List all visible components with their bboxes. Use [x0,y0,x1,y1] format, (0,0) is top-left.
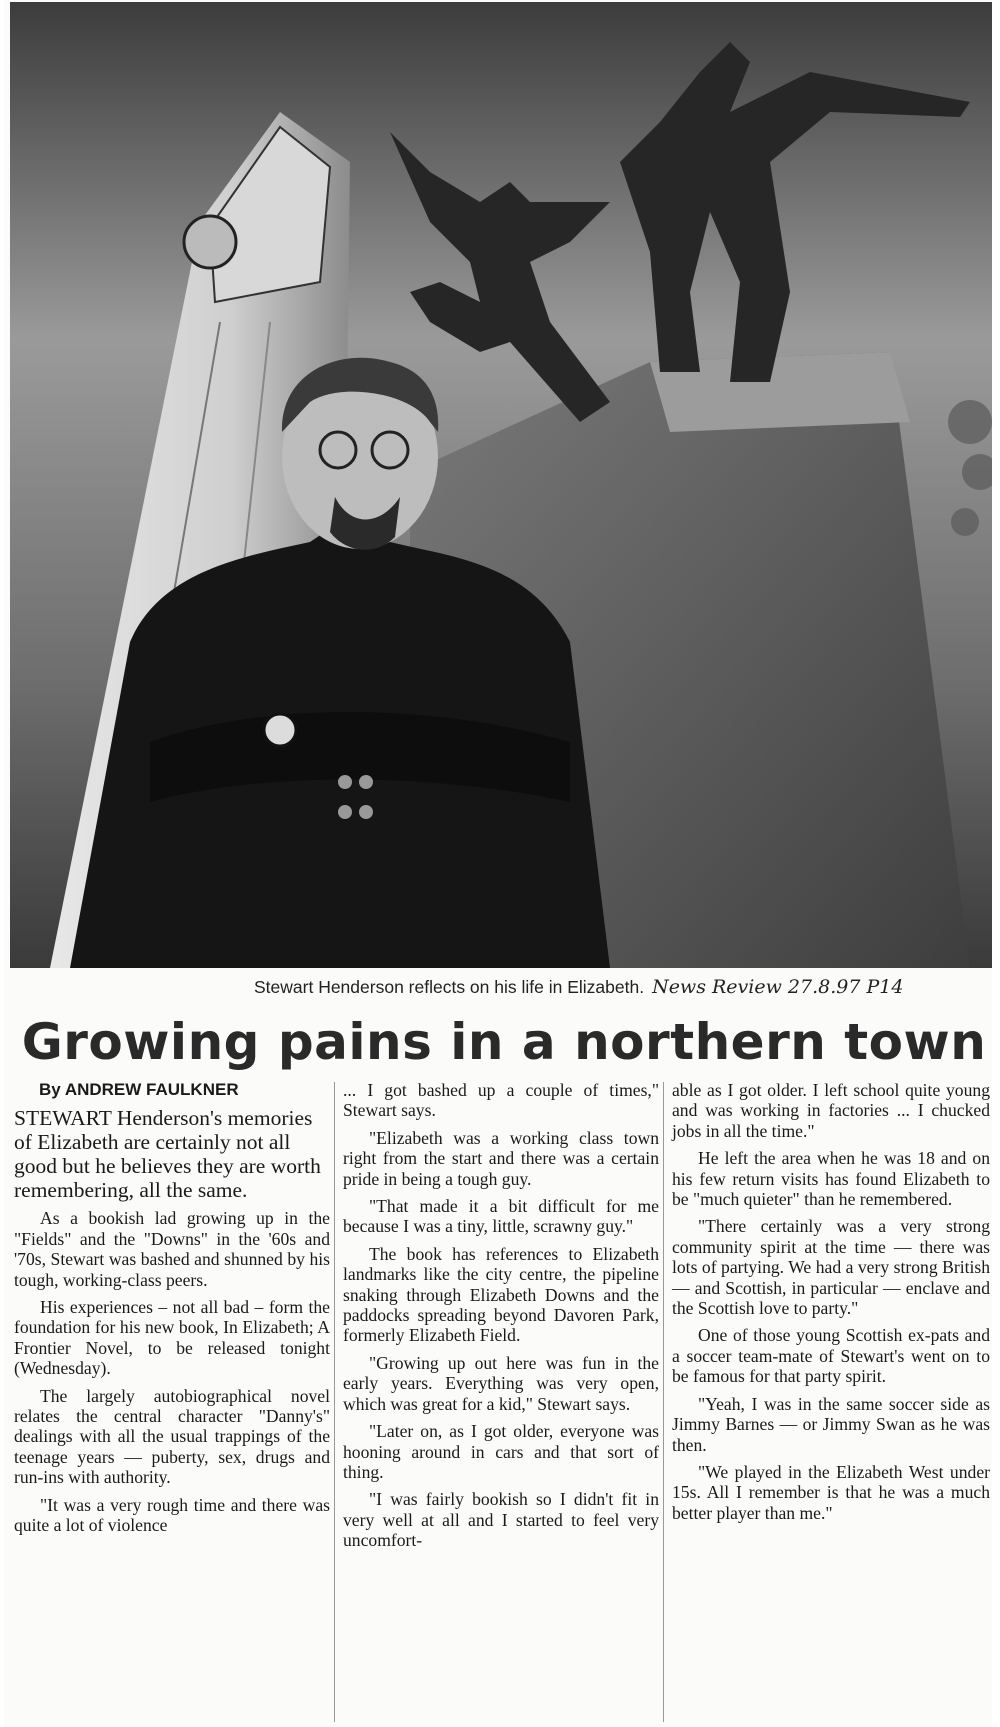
article-column-1 [14,1080,330,1543]
paragraph: "Elizabeth was a working class town right from the start and there was a certain pride in being a tough guy. [343,1127,659,1189]
paragraph: One of those young Scottish ex-pats and a soccer team-mate of Stewart's went on to be famous for that party spirit. [672,1325,990,1387]
newspaper-clipping [4,0,992,1727]
paragraph: The largely autobiographical novel relates the central character "Danny's" dealings with all the usual trappings of the teenage years — puberty, sex, drugs and run-ins with authority. [14,1385,330,1488]
photo-caption [254,976,994,1004]
headline: Growing pains in a northern town [21,1013,987,1071]
byline: By ANDREW FAULKNER [39,1080,239,1099]
column-divider [663,1082,664,1722]
paragraph: able as I got older. I left school quite young and was working in factories ... I chucked jobs in all the time." [672,1080,990,1141]
paragraph: ... I got bashed up a couple of times," Stewart says. [343,1080,659,1121]
paragraph: "That made it a bit difficult for me because I was a tiny, little, scrawny guy." [343,1196,659,1237]
handwritten-note: News Review 27.8.97 P14 [652,976,904,998]
wristwatch-icon [264,714,296,746]
column-divider [334,1082,335,1722]
paragraph: "We played in the Elizabeth West under 15s. All I remember is that he was a much better player than me." [672,1461,990,1523]
paragraph: "It was a very rough time and there was quite a lot of violence [14,1494,330,1536]
article-column-3 [672,1080,990,1530]
article-photo [10,2,992,968]
paragraph: His experiences – not all bad – form the foundation for his new book, In Elizabeth; A Frontier Novel, to be released tonight (Wednesday). [14,1297,330,1379]
paragraph: "Later on, as I got older, everyone was hooning around in cars and that sort of thing. [343,1421,659,1482]
article-column-2 [343,1080,659,1558]
paragraph: The book has references to Elizabeth landmarks like the city centre, the pipeline snaking through Elizabeth Downs and the paddocks spreading beyond Davoren Park, formerly Elizabeth Field. [343,1243,659,1346]
photo-illustration [10,2,992,968]
clock-face-icon [184,216,236,268]
paragraph: "There certainly was a very strong community spirit at the time — there was lots of partying. We had a very strong British — and Scottish, in particular — enclave and the Scottish love to party." [672,1216,990,1319]
paragraph: "Yeah, I was in the same soccer side as Jimmy Barnes — or Jimmy Swan as he was then. [672,1393,990,1455]
paragraph: "I was fairly bookish so I didn't fit in very well at all and I started to feel very uncomfort- [343,1489,659,1551]
paragraph: "Growing up out here was fun in the early years. Everything was very open, which was great for a kid," Stewart says. [343,1352,659,1414]
paragraph: As a bookish lad growing up in the "Fields" and the "Downs" in the '60s and '70s, Stewart was bashed and shunned by his tough, working-class peers. [14,1208,330,1290]
lead-paragraph: STEWART Henderson's memories of Elizabeth are certainly not all good but he believes they are worth remembering, all the same. [14,1106,321,1203]
caption-text: Stewart Henderson reflects on his life in Elizabeth. [254,977,645,997]
paragraph: He left the area when he was 18 and on his few return visits has found Elizabeth to be "much quieter" than he remembered. [672,1148,990,1210]
